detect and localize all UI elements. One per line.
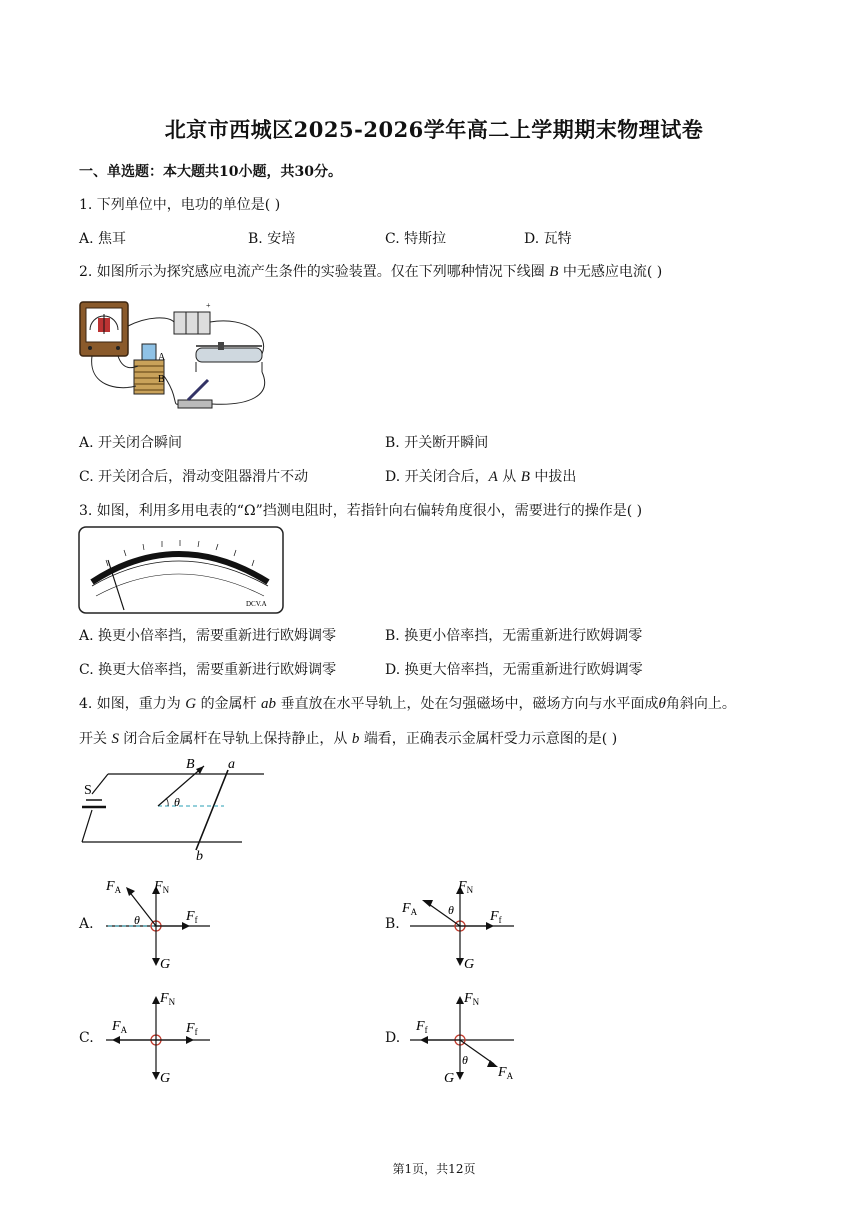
svg-text:FN: $F_N$ — [160, 991, 176, 1007]
svg-text:FA: $F_A$ — [112, 1019, 128, 1035]
svg-text:θ: θ — [134, 913, 140, 927]
battery-plus-label: + — [206, 301, 211, 310]
svg-text:FA: $F_A$ — [498, 1065, 514, 1081]
q3-option-c: C. 换更大倍率挡，需要重新进行欧姆调零 — [79, 662, 337, 678]
q1-option-d: D. 瓦特 — [524, 231, 572, 247]
q4-text-1: 4. 如图，重力为 — [79, 696, 181, 712]
question-1-stem: 1. 下列单位中，电功的单位是( ) — [79, 197, 281, 213]
induction-experiment-figure — [78, 296, 278, 416]
q2-option-b: B. 开关断开瞬间 — [385, 435, 489, 451]
q4-var-g: G — [185, 696, 197, 712]
q4-var-b: b — [351, 731, 360, 747]
q4-option-c-label: C. — [79, 1030, 94, 1046]
svg-text:G: G — [160, 1071, 171, 1086]
galvanometer-icon — [80, 302, 128, 356]
page-footer: 第1页，共12页 — [392, 1162, 476, 1176]
q4-text-6: 闭合后金属杆在导轨上保持静止，从 — [123, 731, 348, 747]
q2-option-d-var-a: A — [488, 469, 498, 485]
rail-setup-figure — [78, 752, 278, 864]
q4-var-ab: ab — [261, 696, 277, 712]
force-diagram-b — [402, 874, 522, 974]
switch-icon — [178, 380, 212, 408]
q2-option-a: A. 开关闭合瞬间 — [79, 435, 183, 451]
question-4-stem-line-1 — [79, 693, 736, 713]
q2-stem-var-b: B — [549, 264, 559, 280]
q2-option-d-text-1: D. 开关闭合后， — [385, 469, 489, 485]
svg-text:Ff: $F_f$ — [416, 1019, 428, 1035]
q1-option-c: C. 特斯拉 — [385, 231, 447, 247]
svg-text:FN: $F_N$ — [154, 879, 170, 895]
multimeter-dial-figure — [78, 526, 284, 614]
angle-label: θ — [174, 795, 180, 809]
switch-label: S — [84, 783, 92, 798]
battery-icon — [174, 301, 211, 334]
q2-stem-text-2: 中无感应电流( ) — [562, 264, 663, 280]
svg-text:G: G — [444, 1071, 455, 1086]
force-diagram-a — [98, 874, 218, 974]
q1-option-b: B. 安培 — [248, 231, 296, 247]
rod-end-b-label: b — [196, 849, 203, 864]
question-3-stem: 3. 如图，利用多用电表的“Ω”挡测电阻时，若指针向右偏转角度很小，需要进行的操作是( ) — [79, 503, 643, 519]
svg-text:Ff: $F_f$ — [490, 909, 502, 925]
q4-text-2: 的金属杆 — [200, 696, 257, 712]
svg-text:FN: $F_N$ — [464, 991, 480, 1007]
q4-option-d-label: D. — [385, 1030, 401, 1046]
metal-rod — [196, 770, 228, 850]
svg-text:FN: $F_N$ — [458, 879, 474, 895]
q4-text-7: 端看，正确表示金属杆受力示意图的是( ) — [363, 731, 618, 747]
q4-text-4: 角斜向上。 — [665, 696, 736, 712]
svg-text:FA: $F_A$ — [106, 879, 122, 895]
svg-text:Ff: $F_f$ — [186, 1021, 198, 1037]
q2-option-d-text-2: 从 — [502, 469, 517, 485]
coil-icon — [134, 344, 166, 394]
q3-option-a: A. 换更小倍率挡，需要重新进行欧姆调零 — [79, 628, 337, 644]
q4-option-b-label: B. — [385, 916, 400, 932]
svg-text:θ: θ — [462, 1053, 468, 1067]
q2-option-d — [385, 466, 576, 486]
meter-unit-label: DCV.A — [246, 600, 267, 608]
q1-option-a: A. 焦耳 — [79, 231, 127, 247]
q4-var-s: S — [111, 731, 119, 747]
q4-text-5: 开关 — [79, 731, 107, 747]
question-4-stem-line-2 — [79, 728, 617, 748]
svg-text:G: G — [160, 957, 171, 972]
rod-end-a-label: a — [228, 757, 235, 772]
force-diagram-d — [402, 984, 522, 1088]
force-diagram-c — [98, 984, 218, 1088]
section-heading: 一、单选题：本大题共10小题，共30分。 — [79, 164, 342, 180]
q2-option-c: C. 开关闭合后，滑动变阻器滑片不动 — [79, 469, 309, 485]
svg-text:G: G — [464, 957, 475, 972]
q4-var-theta: θ — [658, 696, 666, 712]
q2-option-d-var-b: B — [520, 469, 530, 485]
svg-text:Ff: $F_f$ — [186, 909, 198, 925]
question-2-stem — [79, 261, 662, 281]
q2-stem-text-1: 2. 如图所示为探究感应电流产生条件的实验装置。仅在下列哪种情况下线圈 — [79, 264, 545, 280]
q2-option-d-text-3: 中拔出 — [534, 469, 577, 485]
coil-label-a: A — [158, 352, 166, 363]
svg-text:FA: $F_A$ — [402, 901, 418, 917]
rheostat-icon — [196, 342, 262, 372]
coil-label-b: B — [158, 374, 165, 385]
svg-text:θ: θ — [448, 903, 454, 917]
q3-option-b: B. 换更小倍率挡，无需重新进行欧姆调零 — [385, 628, 643, 644]
q3-option-d: D. 换更大倍率挡，无需重新进行欧姆调零 — [385, 662, 643, 678]
field-label: B — [186, 757, 195, 772]
q4-option-a-label: A. — [79, 916, 94, 932]
q4-text-3: 垂直放在水平导轨上，处在匀强磁场中，磁场方向与水平面成 — [280, 696, 659, 712]
page-title: 北京市西城区2025-2026学年高二上学期期末物理试卷 — [164, 117, 704, 142]
